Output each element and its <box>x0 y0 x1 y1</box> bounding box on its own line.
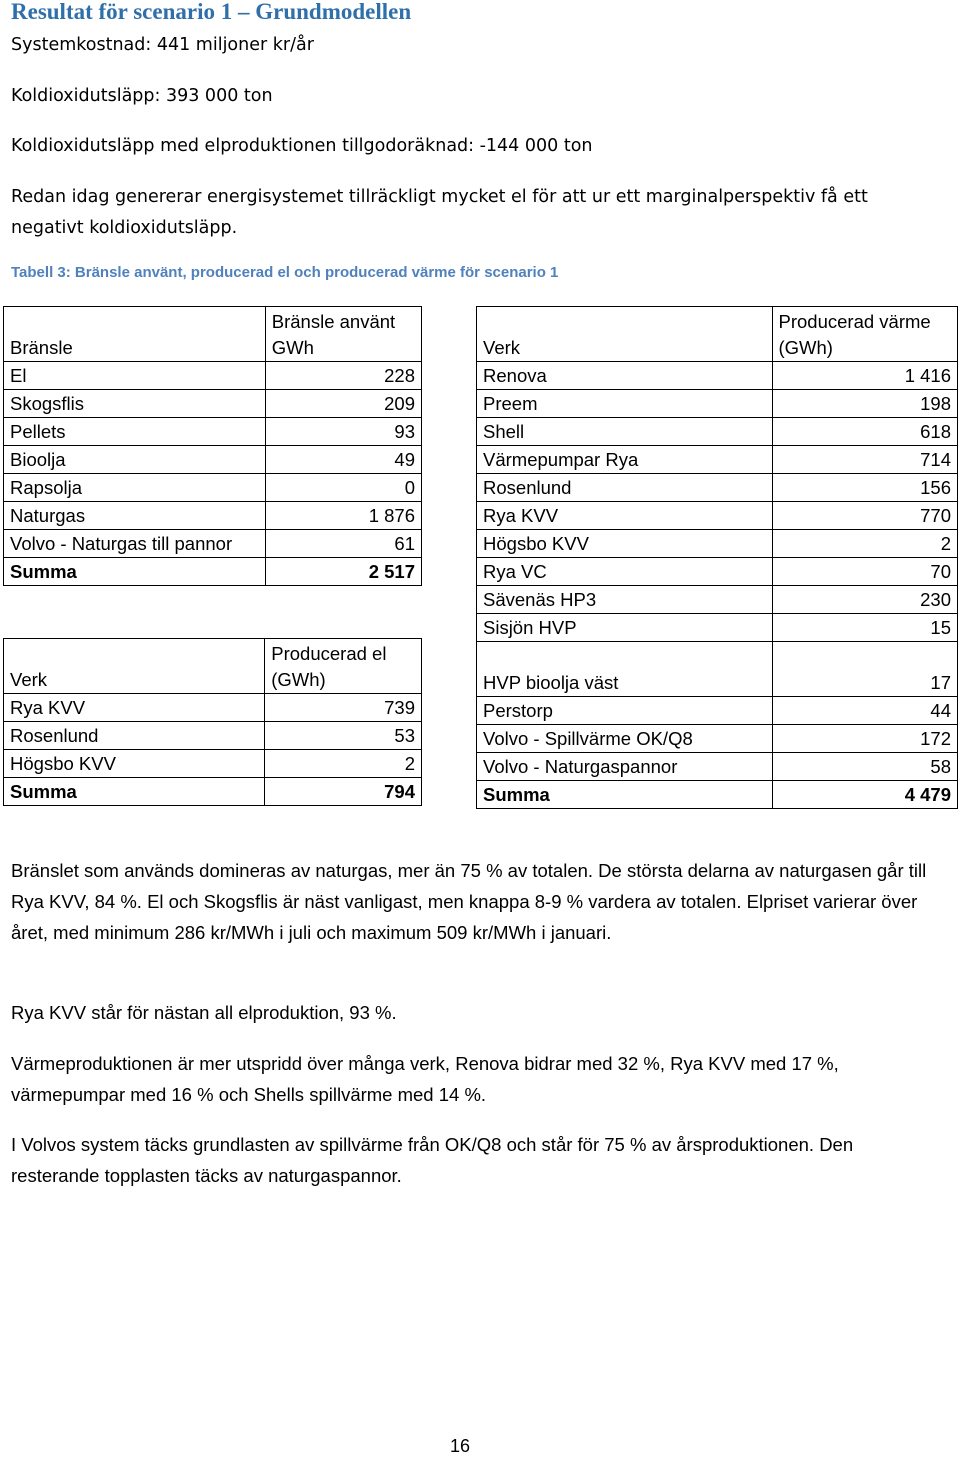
cell: 93 <box>265 418 421 446</box>
cell: Högsbo KVV <box>4 750 265 778</box>
cell: 61 <box>265 530 421 558</box>
cell: Volvo - Spillvärme OK/Q8 <box>477 725 773 753</box>
column-header: Producerad el (GWh) <box>265 639 422 694</box>
table-row <box>4 418 422 446</box>
table-row <box>4 750 422 778</box>
table-row <box>477 530 958 558</box>
heat-table <box>476 306 958 809</box>
table-row <box>4 362 422 390</box>
column-header: Verk <box>477 307 773 362</box>
cell: Högsbo KVV <box>477 530 773 558</box>
table-row <box>4 474 422 502</box>
table-row <box>477 725 958 753</box>
cell: 209 <box>265 390 421 418</box>
table-row <box>477 446 958 474</box>
table-row <box>477 614 958 642</box>
co2-emissions-with-credit: Koldioxidutsläpp med elproduktionen tillgodoräknad: -144 000 ton <box>11 136 593 156</box>
table-total-row <box>477 781 958 809</box>
table-row <box>477 753 958 781</box>
table-row <box>477 502 958 530</box>
cell: 618 <box>772 418 958 446</box>
cell: El <box>4 362 266 390</box>
cell: Pellets <box>4 418 266 446</box>
cell: 794 <box>265 778 422 806</box>
table-row <box>477 697 958 725</box>
table-total-row <box>4 778 422 806</box>
paragraph-volvo: I Volvos system täcks grundlasten av spillvärme från OK/Q8 och står för 75 % av årsproduktionen. Den resterande topplasten täcks av naturgaspannor. <box>11 1134 854 1186</box>
cell: 2 <box>772 530 958 558</box>
table-row <box>477 418 958 446</box>
cell: 2 517 <box>265 558 421 586</box>
cell: 53 <box>265 722 422 750</box>
cell: 198 <box>772 390 958 418</box>
page-number: 16 <box>450 1436 471 1456</box>
cell: Rya VC <box>477 558 773 586</box>
cell: 714 <box>772 446 958 474</box>
table-header-row <box>4 639 422 694</box>
cell: 1 416 <box>772 362 958 390</box>
cell: Perstorp <box>477 697 773 725</box>
page-title: Resultat för scenario 1 – Grundmodellen <box>11 0 412 24</box>
cell: Skogsflis <box>4 390 266 418</box>
cell: Summa <box>4 778 265 806</box>
cell: 15 <box>772 614 958 642</box>
table-row <box>4 502 422 530</box>
cell: 70 <box>772 558 958 586</box>
table-row <box>477 390 958 418</box>
cell: 2 <box>265 750 422 778</box>
table-row <box>4 390 422 418</box>
cell: Rya KVV <box>4 694 265 722</box>
table-caption: Tabell 3: Bränsle använt, producerad el och producerad värme för scenario 1 <box>11 264 559 281</box>
column-header: Bränsle använt GWh <box>265 307 421 362</box>
cell: Preem <box>477 390 773 418</box>
cell: 4 479 <box>772 781 958 809</box>
table-row <box>477 642 958 697</box>
paragraph-electricity: Rya KVV står för nästan all elproduktion, 93 %. <box>11 1002 397 1023</box>
table-row <box>4 446 422 474</box>
cell: 58 <box>772 753 958 781</box>
table-row <box>4 722 422 750</box>
intro-paragraph: Redan idag genererar energisystemet tillräckligt mycket el för att ur ett marginalperspektiv få ett negativt koldioxidutsläpp. <box>11 187 868 238</box>
table-header-row <box>477 307 958 362</box>
table-row <box>4 694 422 722</box>
cell: Rapsolja <box>4 474 266 502</box>
cell: 770 <box>772 502 958 530</box>
column-header: Producerad värme (GWh) <box>772 307 958 362</box>
column-header: Verk <box>4 639 265 694</box>
cell: 156 <box>772 474 958 502</box>
paragraph-heat: Värmeproduktionen är mer utspridd över många verk, Renova bidrar med 32 %, Rya KVV med 17 %, värmepumpar med 16 % och Shells spillvärme med 14 %. <box>11 1053 839 1105</box>
table-row <box>477 362 958 390</box>
cell: 230 <box>772 586 958 614</box>
table-row <box>477 558 958 586</box>
table-row <box>477 474 958 502</box>
cell: Volvo - Naturgas till pannor <box>4 530 266 558</box>
cell: Sävenäs HP3 <box>477 586 773 614</box>
cell: Sisjön HVP <box>477 614 773 642</box>
co2-emissions: Koldioxidutsläpp: 393 000 ton <box>11 86 273 106</box>
cell: 228 <box>265 362 421 390</box>
electricity-table <box>3 638 422 806</box>
cell: Summa <box>477 781 773 809</box>
cell: HVP bioolja väst <box>477 642 773 697</box>
cell: Rosenlund <box>477 474 773 502</box>
cell: Bioolja <box>4 446 266 474</box>
cell: Värmepumpar Rya <box>477 446 773 474</box>
cell: Shell <box>477 418 773 446</box>
cell: 44 <box>772 697 958 725</box>
cell: Volvo - Naturgaspannor <box>477 753 773 781</box>
column-header: Bränsle <box>4 307 266 362</box>
cell: 739 <box>265 694 422 722</box>
table-row <box>477 586 958 614</box>
cell: Naturgas <box>4 502 266 530</box>
cell: 49 <box>265 446 421 474</box>
cell: 172 <box>772 725 958 753</box>
system-cost: Systemkostnad: 441 miljoner kr/år <box>11 35 314 55</box>
table-total-row <box>4 558 422 586</box>
cell: 17 <box>772 642 958 697</box>
cell: 0 <box>265 474 421 502</box>
cell: Summa <box>4 558 266 586</box>
table-row <box>4 530 422 558</box>
cell: 1 876 <box>265 502 421 530</box>
cell: Rosenlund <box>4 722 265 750</box>
table-header-row <box>4 307 422 362</box>
fuel-table <box>3 306 422 586</box>
cell: Rya KVV <box>477 502 773 530</box>
paragraph-fuel: Bränslet som används domineras av naturgas, mer än 75 % av totalen. De största delarna av naturgasen går till Rya KVV, 84 %. El och Skogsflis är näst vanligast, men knappa 8-9 % vardera av totalen. Elpriset varierar över året, med minimum 286 kr/MWh i juli och maximum 509 kr/MWh i januari. <box>11 860 927 943</box>
cell: Renova <box>477 362 773 390</box>
